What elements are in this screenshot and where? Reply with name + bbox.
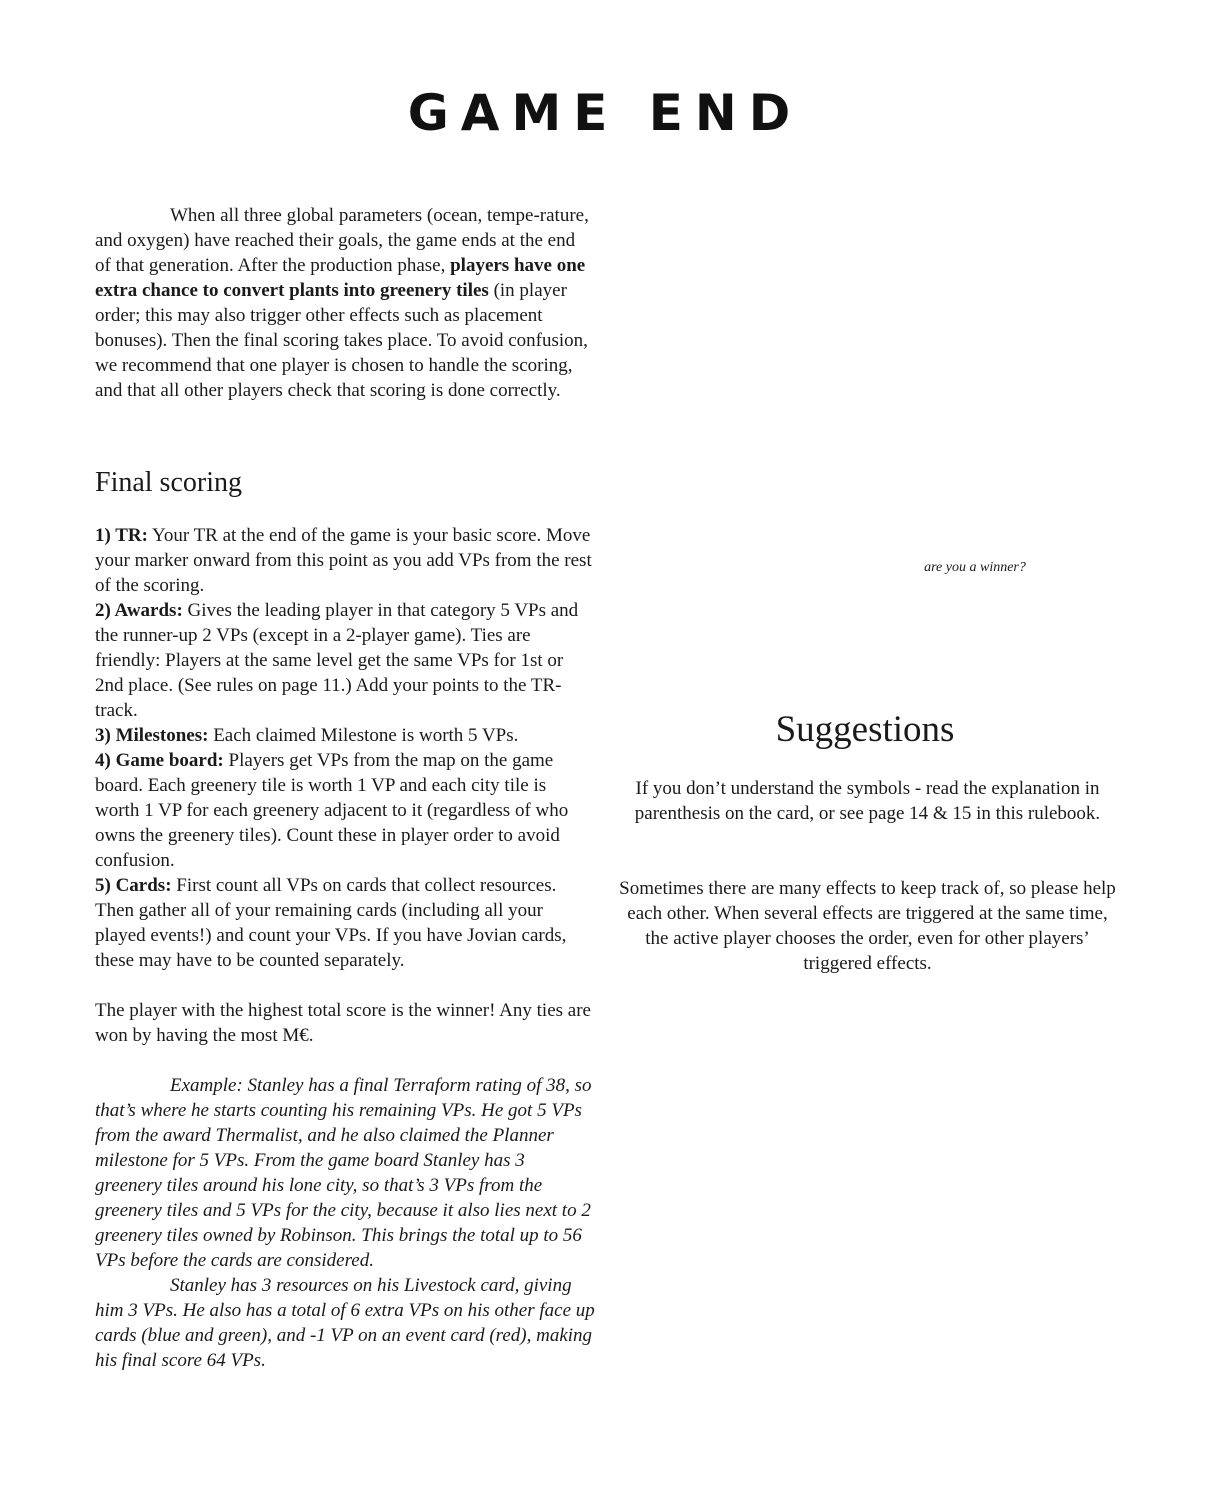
final-scoring-heading: Final scoring	[95, 467, 242, 498]
scoring-item-tr	[95, 523, 595, 598]
winner-text: The player with the highest total score is the winner! Any ties are won by having the most M€.	[95, 1000, 591, 1046]
scoring-item-text: Your TR at the end of the game is your basic score. Move your marker onward from this point as you add VPs from the rest of the scoring.	[95, 525, 592, 596]
suggestions-paragraph-2	[615, 876, 1120, 976]
page-title: GAME END	[407, 84, 803, 142]
intro-text	[95, 203, 595, 403]
image-caption: are you a winner?	[924, 560, 1026, 575]
scoring-item-label: 3) Milestones:	[95, 725, 209, 746]
scoring-item-text: First count all VPs on cards that collect resources. Then gather all of your remaining cards (including all your played events!) and count your VPs. If you have Jovian cards, these may have to be counted separately.	[95, 875, 567, 971]
scoring-item-text: Each claimed Milestone is worth 5 VPs.	[208, 725, 519, 746]
scoring-item-game-board	[95, 748, 595, 873]
suggestions-heading: Suggestions	[775, 709, 955, 750]
suggestions-text-1: If you don’t understand the symbols - read the explanation in parenthesis on the card, or see page 14 & 15 in this rulebook.	[634, 778, 1101, 824]
scoring-list	[95, 523, 595, 973]
winner-paragraph	[95, 998, 595, 1048]
intro-text-part1: When all three global parameters (ocean, tempe-rature, and oxygen) have reached their goals, the game ends at the end of that generation. After the production phase,	[95, 205, 589, 276]
scoring-item-label: 1) TR:	[95, 525, 148, 546]
scoring-item-label: 2) Awards:	[95, 600, 183, 621]
scoring-item-text: Gives the leading player in that category 5 VPs and the runner-up 2 VPs (except in a 2-player game). Ties are friendly: Players at the same level get the same VPs for 1st or 2nd place. (See rules on page 11.) Add your points to the TR-track.	[95, 600, 579, 721]
suggestions-paragraph-1	[615, 776, 1120, 826]
suggestions-text-2: Sometimes there are many effects to keep track of, so please help each other. When several effects are triggered at the same time, the active player chooses the order, even for other players’ triggered effects.	[619, 878, 1116, 974]
scoring-item-awards	[95, 598, 595, 723]
scoring-item-cards	[95, 873, 595, 973]
scoring-item-label: 4) Game board:	[95, 750, 224, 771]
scoring-item-text: Players get VPs from the map on the game board. Each greenery tile is worth 1 VP and each city tile is worth 1 VP for each greenery adjacent to it (regardless of who owns the greenery tiles). Count these in player order to avoid confusion.	[95, 750, 569, 871]
intro-text-part2: (in player order; this may also trigger other effects such as placement bonuses). Then the final scoring takes place. To avoid confusion, we recommend that one player is chosen to handle the scoring, and that all other players check that scoring is done correctly.	[95, 280, 588, 401]
example-block	[95, 1073, 595, 1373]
scoring-item-label: 5) Cards:	[95, 875, 172, 896]
scoring-item-milestones	[95, 723, 595, 748]
example-paragraph-1: Example: Stanley has a final Terraform rating of 38, so that’s where he starts counting his remaining VPs. He got 5 VPs from the award Thermalist, and he also claimed the Planner milestone for 5 VPs. From the game board Stanley has 3 greenery tiles around his lone city, so that’s 3 VPs from the greenery tiles and 5 VPs for the city, because it also lies next to 2 greenery tiles owned by Robinson. This brings the total up to 56 VPs before the cards are considered.	[95, 1075, 592, 1271]
intro-text-bold: players have one extra chance to convert plants into greenery tiles	[95, 255, 586, 301]
example-paragraph-2: Stanley has 3 resources on his Livestock card, giving him 3 VPs. He also has a total of 6 extra VPs on his other face up cards (blue and green), and -1 VP on an event card (red), making his final score 64 VPs.	[95, 1275, 595, 1371]
intro-paragraph	[95, 203, 595, 403]
